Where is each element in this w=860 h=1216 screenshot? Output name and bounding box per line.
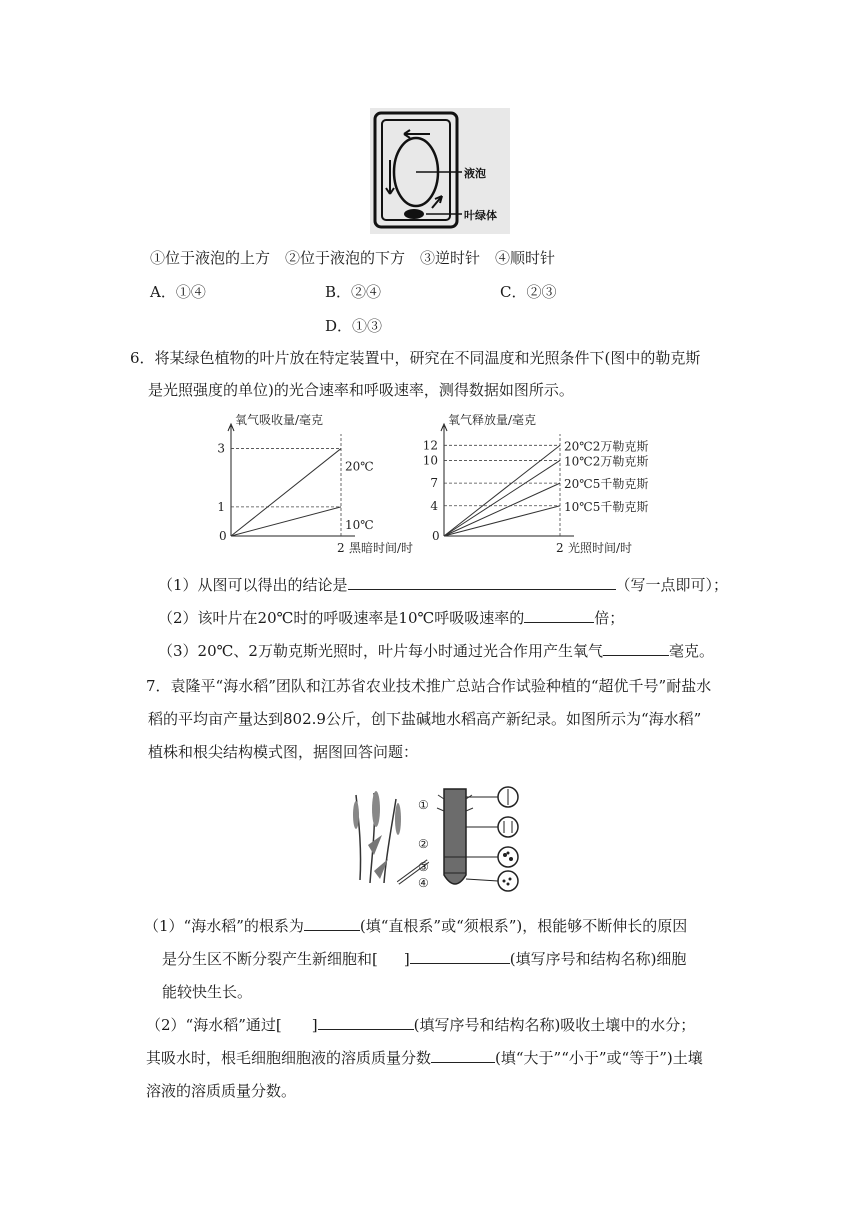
label-1: ① [418,798,429,812]
q7-sub1-a [144,915,687,936]
q7-sub1-b [162,948,686,969]
q7-sub1-a-note: (填“直根系”或“须根系”)，根能够不断伸长的原因 [359,917,688,935]
q5-option-c[interactable]: C．②③ [500,283,557,301]
q7-sub2-b-text: 其吸水时，根毛细胞细胞液的溶质质量分数 [146,1049,432,1067]
origin-label: 0 [219,529,227,543]
q6-sub2-unit: 倍； [594,609,625,627]
y-tick-label: 12 [422,438,438,453]
q5-option-b[interactable]: B．②④ [325,283,382,301]
q6-sub2-blank[interactable] [524,621,594,623]
q7-sub2-blank-1[interactable] [318,1028,414,1030]
q7-sub1-b-note: (填写序号和结构名称)细胞 [509,950,687,968]
series-label: 10℃5千勒克斯 [564,499,649,514]
zone-4-callout [498,871,518,891]
label-vacuole: 液泡 [464,167,486,180]
cell-diagram [370,108,510,234]
q7-sub1-a-text: （1）“海水稻”的根系为 [144,917,304,935]
x-tick-label: 2 [337,541,345,555]
zone-3-callout [498,847,518,867]
series-line [231,449,341,536]
rice-plant-icon [353,791,401,883]
series-line [444,460,560,536]
chart-dark-respiration [205,412,437,560]
series-label: 20℃ [345,459,374,474]
series-label: 20℃5千勒克斯 [564,477,649,492]
q7-sub1-b-text: 是分生区不断分裂产生新细胞和[ [162,950,378,968]
q6-sub1-blank[interactable] [348,588,616,590]
origin-label: 0 [432,529,440,543]
chloroplast [404,209,424,219]
q6-stem-line2: 是光照强度的单位)的光合速率和呼吸速率，测得数据如图所示。 [148,381,574,399]
series-line [231,507,341,536]
rice-root-diagram [348,785,528,893]
y-tick-label: 1 [217,499,225,514]
q7-sub2-a [146,1014,695,1035]
label-2: ② [418,837,429,851]
x-axis-label: 黑暗时间/时 [349,541,414,555]
q6-sub3-unit: 毫克。 [668,642,714,660]
q6-sub3 [158,640,714,661]
q7-sub2-blank-2[interactable] [431,1061,495,1063]
series-line [444,506,560,536]
label-3: ③ [418,860,429,874]
q7-sub1-c: 能较快生长。 [162,983,253,1001]
y-tick-label: 7 [430,476,438,491]
q6-sub2 [158,607,624,628]
q6-sub2-text: （2）该叶片在20℃时的呼吸速率是10℃呼吸吸速率的 [158,609,525,627]
q6-sub1-text: （1）从图可以得出的结论是 [158,576,348,594]
q7-sub1-bracket-close: ] [403,950,410,968]
y-tick-label: 4 [430,498,438,513]
q7-sub2-b [146,1047,703,1068]
q6-sub3-blank[interactable] [603,654,669,656]
y-axis-label: 氧气吸收量/毫克 [235,413,324,427]
root-tip [444,789,466,884]
q7-sub2-c: 溶液的溶质质量分数。 [146,1082,297,1100]
q6-stem-line1: 6．将某绿色植物的叶片放在特定装置中，研究在不同温度和光照条件下(图中的勒克斯 [130,349,701,367]
q5-option-d[interactable]: D．①③ [325,317,383,335]
q7-stem-line1: 7．袁隆平“海水稻”团队和江苏省农业技术推广总站合作试验种植的“超优千号”耐盐水 [146,677,712,695]
q7-sub2-bracket-close: ] [311,1016,318,1034]
y-axis-label: 氧气释放量/毫克 [448,413,537,427]
series-label: 10℃2万勒克斯 [564,454,649,469]
x-tick-label: 2 [556,541,564,555]
q7-sub1-blank-2[interactable] [410,962,510,964]
q6-sub1 [158,574,728,595]
x-axis-label: 光照时间/时 [568,541,633,555]
series-label: 20℃2万勒克斯 [564,439,649,454]
q6-sub1-note: （写一点即可）； [615,576,729,594]
zone-2-callout [498,817,518,837]
q7-sub2-a-text: （2）“海水稻”通过[ [146,1016,282,1034]
series-label: 10℃ [345,517,374,532]
chart-light-photosynthesis [418,412,668,560]
q7-stem-line2: 稻的平均亩产量达到802.9公斤，创下盐碱地水稻高产新纪录。如图所示为“海水稻” [148,710,702,728]
label-chloroplast: 叶绿体 [464,209,497,222]
q5-statements: ①位于液泡的上方 ②位于液泡的下方 ③逆时针 ④顺时针 [150,249,556,267]
q5-option-a[interactable]: A．①④ [150,283,206,301]
label-4: ④ [418,876,429,890]
q7-sub1-blank-1[interactable] [304,929,360,931]
y-tick-label: 3 [217,441,225,456]
q7-sub2-a-note: (填写序号和结构名称)吸收土壤中的水分； [413,1016,696,1034]
q7-stem-line3: 植株和根尖结构模式图，据图回答问题： [148,743,419,761]
y-tick-label: 10 [422,453,438,468]
q6-sub3-text: （3）20℃、2万勒克斯光照时，叶片每小时通过光合作用产生氧气 [158,642,603,660]
q7-sub2-b-note: (填“大于”“小于”或“等于”)土壤 [495,1049,703,1067]
